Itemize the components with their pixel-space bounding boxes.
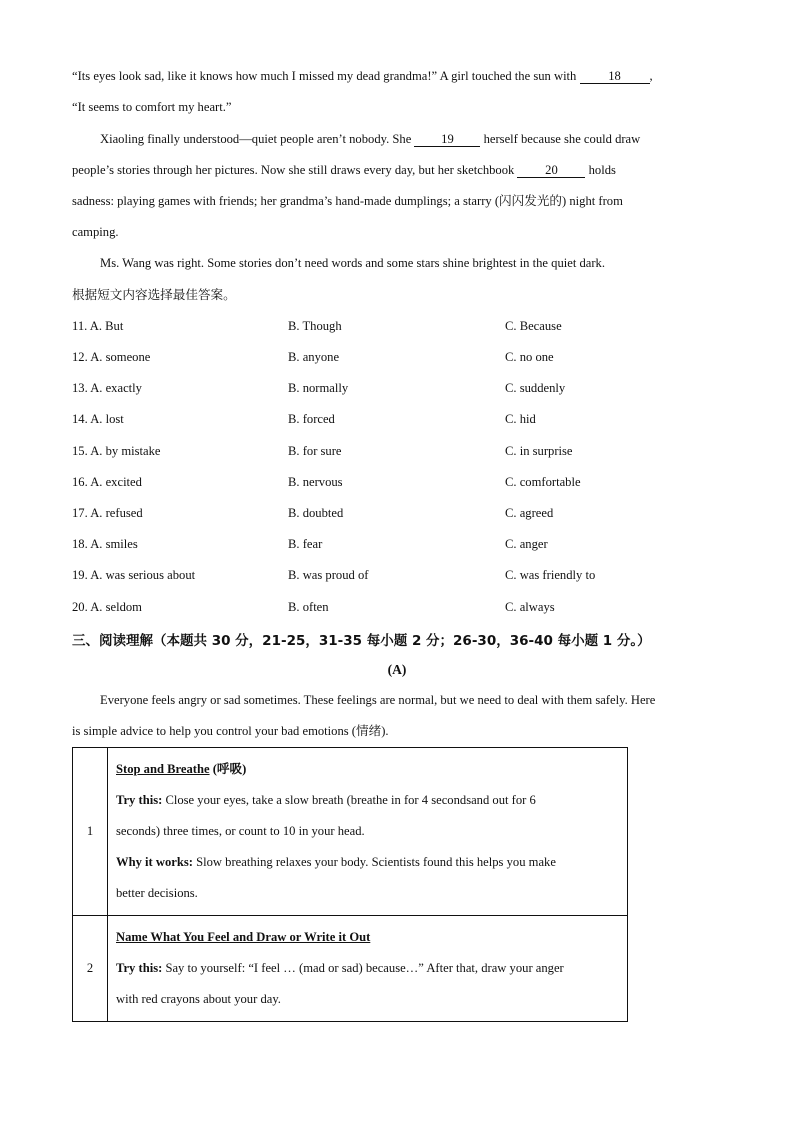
option-13-b: B. normally (288, 381, 349, 395)
option-14-c: C. hid (505, 412, 536, 426)
option-17-c: C. agreed (505, 506, 554, 520)
blank-18: 18 (580, 69, 650, 84)
option-16-c: C. comfortable (505, 475, 581, 489)
option-20-c: C. always (505, 600, 555, 614)
option-18-a: 18. A. smiles (72, 537, 138, 551)
passage-line-1: “Its eyes look sad, like it knows how much I missed my dead grandma!” A girl touched the sun with 18 , (72, 69, 653, 83)
option-11-b: B. Though (288, 319, 342, 333)
advice-heading: Name What You Feel and Draw or Write it Out (116, 930, 371, 944)
passage-line-6: camping. (72, 225, 119, 239)
passage-line-4: people’s stories through her pictures. Now she still draws every day, but her sketchbook 20 holds (72, 163, 616, 177)
option-15-b: B. for sure (288, 444, 342, 458)
option-18-b: B. fear (288, 537, 323, 551)
option-15-a: 15. A. by mistake (72, 444, 161, 458)
option-14-b: B. forced (288, 412, 335, 426)
blank-20: 20 (517, 163, 585, 178)
option-12-b: B. anyone (288, 350, 340, 364)
option-20-b: B. often (288, 600, 329, 614)
passage-line-2: “It seems to comfort my heart.” (72, 100, 232, 114)
table-row (73, 916, 628, 1022)
passage-line-7: Ms. Wang was right. Some stories don’t need words and some stars shine brightest in the quiet dark. (100, 256, 605, 270)
option-19-a: 19. A. was serious about (72, 568, 196, 582)
option-14-a: 14. A. lost (72, 412, 124, 426)
section-subtitle: (A) (387, 662, 407, 677)
option-18-c: C. anger (505, 537, 548, 551)
option-12-c: C. no one (505, 350, 554, 364)
option-19-b: B. was proud of (288, 568, 369, 582)
option-16-b: B. nervous (288, 475, 343, 489)
passage-line-5: sadness: playing games with friends; her grandma’s hand-made dumplings; a starry (闪闪发光的) night from (72, 194, 623, 208)
why-it-works-line: Why it works: Slow breathing relaxes your body. Scientists found this helps you make (116, 855, 556, 869)
row-number: 2 (73, 916, 108, 1022)
section-title: 三、阅读理解（本题共 30 分，21-25，31-35 每小题 2 分；26-30，36-40 每小题 1 分。） (72, 633, 651, 649)
table-row (73, 748, 628, 916)
option-11-a: 11. A. But (72, 319, 124, 333)
blank-19: 19 (414, 132, 480, 147)
option-12-a: 12. A. someone (72, 350, 151, 364)
option-19-c: C. was friendly to (505, 568, 596, 582)
option-17-a: 17. A. refused (72, 506, 143, 520)
option-11-c: C. Because (505, 319, 562, 333)
passage-line-3: Xiaoling finally understood—quiet people aren’t nobody. She 19 herself because she could draw (100, 132, 641, 146)
try-this-line-2: with red crayons about your day. (116, 992, 281, 1006)
option-15-c: C. in surprise (505, 444, 573, 458)
option-13-c: C. suddenly (505, 381, 566, 395)
option-20-a: 20. A. seldom (72, 600, 142, 614)
option-16-a: 16. A. excited (72, 475, 142, 489)
try-this-line-2: seconds) three times, or count to 10 in your head. (116, 824, 365, 838)
row-number: 1 (73, 748, 108, 916)
try-this-line: Try this: Close your eyes, take a slow breath (breathe in for 4 secondsand out for 6 (116, 793, 536, 807)
intro-line-2: is simple advice to help you control your bad emotions (情绪). (72, 724, 389, 738)
option-17-b: B. doubted (288, 506, 344, 520)
instruction: 根据短文内容选择最佳答案。 (72, 287, 236, 302)
row-content (108, 748, 628, 916)
intro-line-1: Everyone feels angry or sad sometimes. These feelings are normal, but we need to deal with them safely. Here (100, 693, 656, 707)
try-this-line: Try this: Say to yourself: “I feel … (mad or sad) because…” After that, draw your anger (116, 961, 564, 975)
option-13-a: 13. A. exactly (72, 381, 142, 395)
why-it-works-line-2: better decisions. (116, 886, 198, 900)
advice-heading: Stop and Breathe (呼吸) (116, 762, 247, 776)
advice-table (72, 747, 628, 1022)
row-content (108, 916, 628, 1022)
